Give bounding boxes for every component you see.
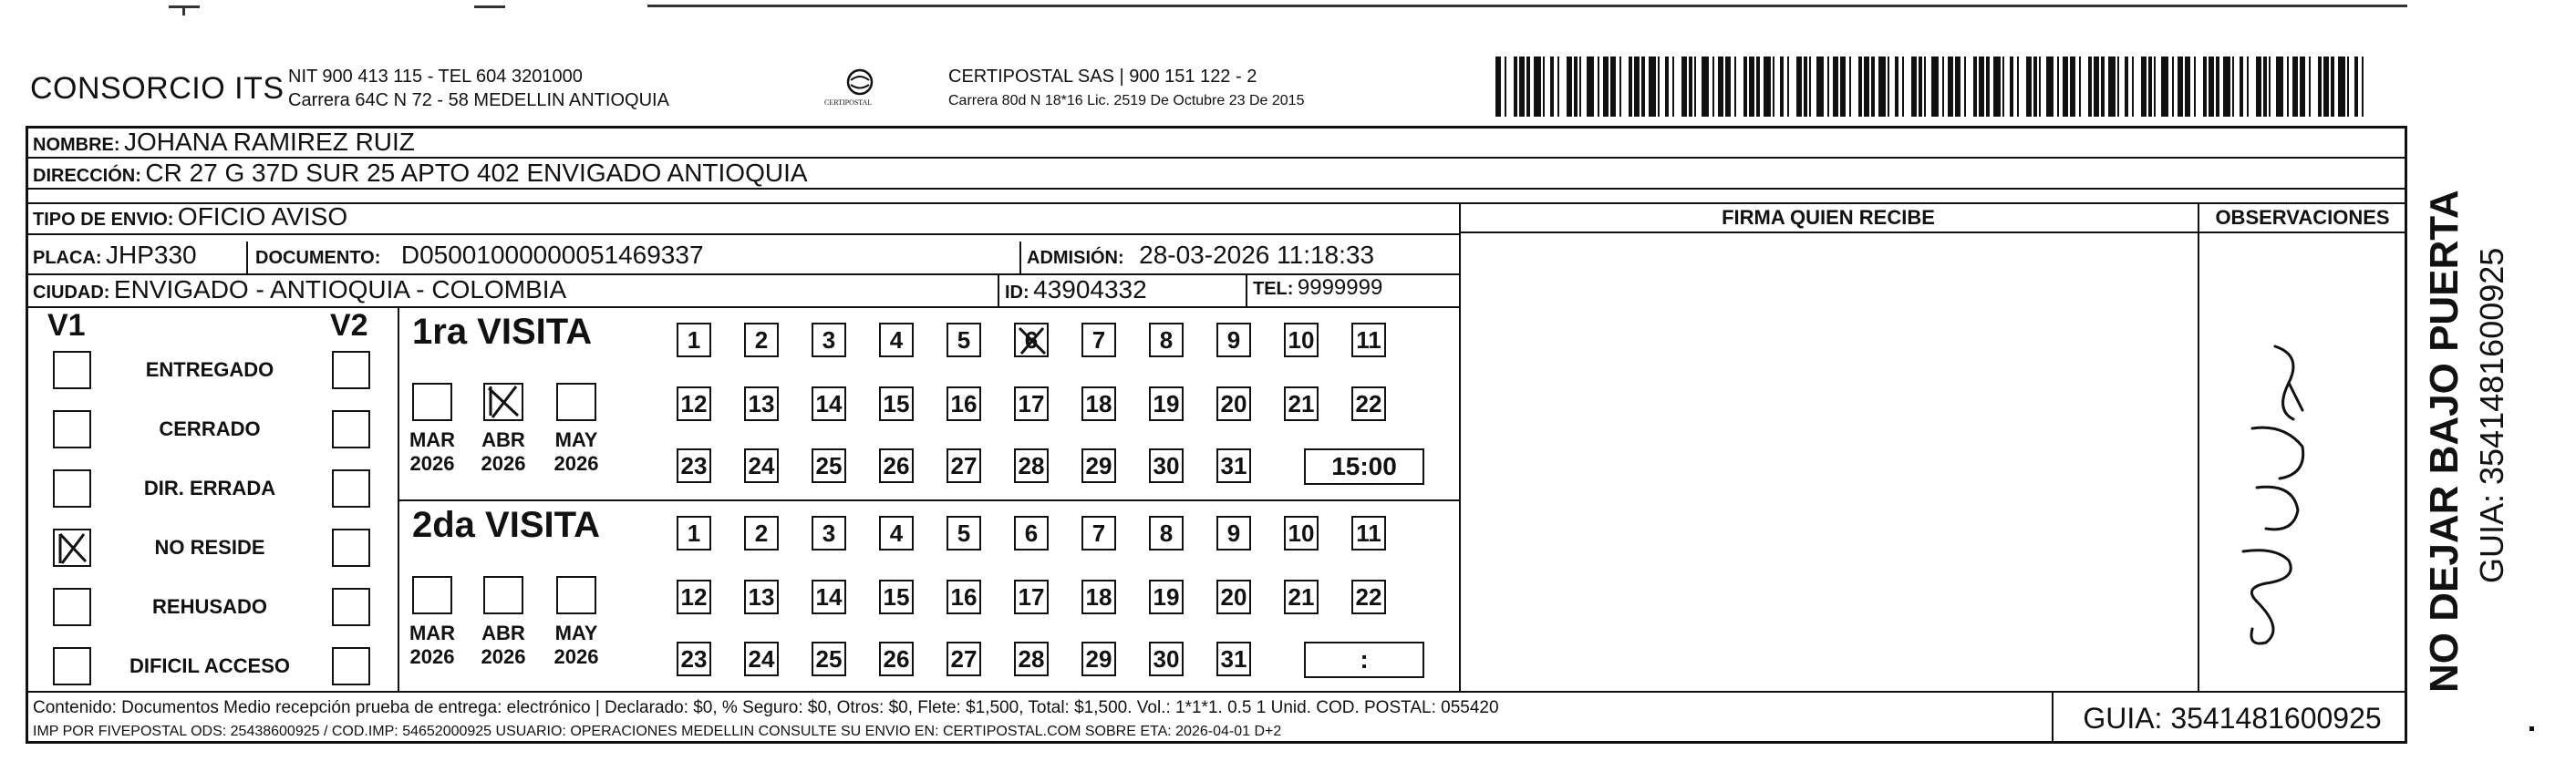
barcode-bar [1904,57,1911,117]
day-checkbox[interactable] [677,642,711,676]
barcode [1495,57,2380,117]
footer-guia: GUIA: 3541481600925 [2083,702,2382,735]
month-year: 2026 [409,645,455,668]
footer-line-1: Contenido: Documentos Medio recepción prueba de entrega: electrónico | Declarado: $0, % Seguro: $0, Otros: $0, Flete: $1,500, Total: $1,500. Vol.: 1*1*1. 0.5 1 Unid. COD. POSTAL: 055420 [33,698,1499,717]
month-name: MAR [409,428,456,451]
day-label: 17 [1018,582,1045,611]
day-checkbox[interactable] [1149,580,1184,614]
v2-header: V2 [330,308,368,343]
barcode-bar [1993,57,2001,117]
day-label: 1 [687,325,701,354]
visit-title: 1ra VISITA [412,312,593,352]
visit-title: 2da VISITA [412,505,600,545]
barcode-bar [1534,57,1541,117]
barcode-bar [2249,57,2256,117]
day-checkbox[interactable] [1216,323,1251,357]
placa-label: PLACA: [33,248,102,268]
day-label: 19 [1153,582,1180,611]
status-option-label: ENTREGADO [145,358,274,381]
nombre-label: NOMBRE: [33,135,120,155]
row-divider [26,233,1459,235]
admision-value: 28-03-2026 11:18:33 [1139,241,1375,269]
day-label: 4 [889,325,904,354]
month-label [405,622,460,669]
barcode-bar [1764,57,1771,117]
row-divider [26,202,2407,204]
day-label: 9 [1226,325,1241,354]
month-name: ABR [481,622,525,644]
day-checkbox[interactable] [947,323,981,357]
barcode-bar [1674,57,1681,117]
day-label: 8 [1159,325,1174,354]
day-label: 3 [822,325,836,354]
day-checkbox[interactable] [677,580,711,614]
month-year: 2026 [553,452,599,475]
day-checkbox[interactable] [1351,386,1386,421]
barcode-bar [2364,57,2371,117]
day-label: 15 [883,389,910,417]
barcode-bar [1816,57,1824,117]
day-label: 29 [1085,451,1112,479]
month-year: 2026 [481,645,526,668]
barcode-bar [2223,57,2230,117]
barcode-bar [1559,57,1567,117]
month-label [549,622,604,669]
day-label: 2 [754,325,769,354]
day-checkbox[interactable] [1081,448,1116,483]
day-label: 30 [1153,644,1180,673]
month-checkbox[interactable] [483,383,523,421]
day-checkbox[interactable] [812,323,846,357]
month-name: MAY [554,428,598,451]
day-checkbox[interactable] [812,642,846,676]
day-checkbox[interactable] [1081,642,1116,676]
day-label: 1 [687,519,701,547]
direccion-label: DIRECCIÓN: [33,166,141,186]
day-checkbox[interactable] [1351,580,1386,614]
day-label: 26 [883,451,910,479]
day-checkbox[interactable] [879,580,914,614]
day-checkbox[interactable] [1284,580,1319,614]
status-option-label: REHUSADO [152,595,267,618]
barcode-bar [1702,57,1709,117]
barcode-bar [2196,57,2203,117]
day-label: 23 [680,644,708,673]
time-value: : [1360,645,1369,674]
barcode-bar [1851,57,1858,117]
month-checkbox[interactable] [412,576,452,614]
day-label: 6 [1024,325,1039,354]
day-checkbox[interactable] [1149,448,1184,483]
day-checkbox[interactable] [677,448,711,483]
barcode-bar [2338,57,2345,117]
row-divider [26,188,2407,190]
day-label: 16 [950,389,978,417]
ciudad-value: ENVIGADO - ANTIOQUIA - COLOMBIA [113,275,567,304]
col-divider [2198,202,2199,691]
handwritten-signature [2202,328,2339,656]
tipo-envio-value: OFICIO AVISO [177,202,348,231]
day-checkbox[interactable] [947,516,981,550]
month-label [405,428,460,476]
barcode-bar [2019,57,2026,117]
time-field[interactable] [1304,642,1424,678]
day-label: 15 [883,582,910,611]
barcode-bar [1878,57,1886,117]
tel-row [1253,275,1382,301]
day-checkbox[interactable] [1351,516,1386,550]
day-label: 19 [1153,389,1180,417]
day-checkbox[interactable] [744,386,779,421]
barcode-bar [2081,57,2088,117]
day-label: 12 [680,582,708,611]
time-field[interactable] [1304,448,1424,485]
day-checkbox[interactable] [1081,386,1116,421]
day-checkbox[interactable] [1149,323,1184,357]
day-label: 26 [883,644,910,673]
status-option-label: DIR. ERRADA [143,477,276,499]
day-label: 13 [748,582,775,611]
day-label: 30 [1153,451,1180,479]
day-checkbox[interactable] [1284,386,1319,421]
day-checkbox[interactable] [1216,580,1251,614]
day-label: 4 [889,519,904,547]
v2-checkbox[interactable] [332,529,370,567]
warning-text: NO DEJAR BAJO PUERTA [2422,190,2467,693]
side-guia: GUIA: 3541481600925 [2473,247,2510,583]
month-checkbox[interactable] [483,576,523,614]
id-row [1005,275,1147,304]
firma-header: FIRMA QUIEN RECIBE [1722,206,1935,229]
scan-artifact [647,5,2407,7]
barcode-bar [2134,57,2141,117]
month-label [549,428,604,476]
scan-artifact [182,8,185,15]
v1-checkbox[interactable] [53,529,91,567]
day-label: 9 [1226,519,1241,547]
day-label: 13 [748,389,775,417]
direccion-value: CR 27 G 37D SUR 25 APTO 402 ENVIGADO ANTIOQUIA [145,159,808,187]
v1-checkbox[interactable] [53,351,91,389]
month-name: ABR [481,428,525,451]
barcode-bar [1649,57,1656,117]
month-checkbox[interactable] [556,383,596,421]
day-checkbox[interactable] [947,448,981,483]
barcode-bar [1966,57,1973,117]
ciudad-label: CIUDAD: [33,283,110,303]
day-checkbox[interactable] [677,386,711,421]
status-option-label: NO RESIDE [154,536,265,559]
row-divider [399,499,1459,501]
barcode-bar [2108,57,2116,117]
observaciones-header: OBSERVACIONES [2215,206,2390,229]
day-label: 20 [1220,582,1247,611]
day-label: 23 [680,451,708,479]
col-divider [2052,691,2054,744]
col-divider [998,273,999,306]
v2-checkbox[interactable] [332,351,370,389]
barcode-bar [1587,57,1594,117]
day-label: 17 [1018,389,1045,417]
admision-row [1027,241,1374,270]
barcode-bar [2276,57,2283,117]
day-checkbox[interactable] [1014,448,1049,483]
day-checkbox[interactable] [677,323,711,357]
placa-value: JHP330 [106,241,197,269]
day-check-mark-icon [1016,324,1049,364]
day-label: 28 [1018,644,1045,673]
barcode-bar [1506,57,1514,117]
day-label: 29 [1085,644,1112,673]
day-checkbox[interactable] [1014,516,1049,550]
day-label: 31 [1220,644,1247,673]
col-divider [398,306,399,691]
day-checkbox[interactable] [744,448,779,483]
col-divider [246,242,248,273]
day-checkbox[interactable] [947,386,981,421]
barcode-bar [2161,57,2168,117]
day-checkbox[interactable] [1149,516,1184,550]
day-checkbox[interactable] [879,448,914,483]
carrier-line-2: Carrera 80d N 18*16 Lic. 2519 De Octubre 23 De 2015 [948,93,1305,108]
month-name: MAY [554,622,598,644]
barcode-bar [1789,57,1796,117]
day-checkbox[interactable] [1284,323,1319,357]
day-label: 27 [950,451,978,479]
day-label: 10 [1288,519,1315,547]
month-label [476,622,531,669]
row-divider [26,306,1459,308]
day-label: 20 [1220,389,1247,417]
company-line-1: NIT 900 413 115 - TEL 604 3201000 [288,67,583,87]
nombre-value: JOHANA RAMIREZ RUIZ [124,128,415,156]
day-checkbox[interactable] [744,580,779,614]
month-year: 2026 [481,452,526,475]
id-label: ID: [1005,283,1029,303]
day-checkbox[interactable] [1014,580,1049,614]
day-checkbox[interactable] [1216,448,1251,483]
v2-checkbox[interactable] [332,469,370,508]
v2-checkbox[interactable] [332,410,370,448]
day-checkbox[interactable] [1351,323,1386,357]
day-label: 7 [1091,325,1106,354]
month-checkbox[interactable] [412,383,452,421]
v1-header: V1 [47,308,86,343]
day-label: 18 [1085,582,1112,611]
day-checkbox[interactable] [947,642,981,676]
day-checkbox[interactable] [1081,323,1116,357]
day-label: 22 [1355,389,1382,417]
day-label: 28 [1018,451,1045,479]
day-checkbox[interactable] [1149,386,1184,421]
documento-value: D05001000000051469337 [400,241,704,269]
placa-row [33,241,197,270]
tipo-envio-label: TIPO DE ENVIO: [33,210,174,230]
col-divider [1019,242,1021,273]
day-label: 5 [957,519,971,547]
day-checkbox[interactable] [744,642,779,676]
day-label: 24 [748,451,775,479]
day-checkbox[interactable] [1081,580,1116,614]
barcode-bar [2046,57,2054,117]
scan-dot [2529,726,2534,731]
day-label: 24 [748,644,775,673]
v2-checkbox[interactable] [332,588,370,626]
day-checkbox[interactable] [947,580,981,614]
row-divider [26,691,2407,693]
tel-label: TEL: [1253,279,1294,299]
v1-checkbox[interactable] [53,647,91,685]
v1-checkbox[interactable] [53,410,91,448]
day-label: 8 [1159,519,1174,547]
status-option-label: CERRADO [159,417,261,440]
day-checkbox[interactable] [1149,642,1184,676]
day-label: 31 [1220,451,1247,479]
day-checkbox[interactable] [879,642,914,676]
day-checkbox[interactable] [744,323,779,357]
documento-row [255,241,704,270]
day-label: 21 [1288,582,1315,611]
day-label: 11 [1356,519,1381,547]
day-label: 11 [1356,325,1381,354]
day-label: 21 [1288,389,1315,417]
barcode-bar [1931,57,1939,117]
day-checkbox[interactable] [1014,323,1049,357]
day-label: 16 [950,582,978,611]
day-checkbox[interactable] [1216,516,1251,550]
admision-label: ADMISIÓN: [1027,248,1124,268]
company-name: CONSORCIO ITS [30,71,284,106]
day-label: 22 [1355,582,1382,611]
day-checkbox[interactable] [677,516,711,550]
day-label: 10 [1288,325,1315,354]
barcode-bar [1736,57,1743,117]
time-value: 15:00 [1331,452,1397,480]
documento-label: DOCUMENTO: [255,248,381,268]
month-label [476,428,531,476]
day-label: 14 [815,582,843,611]
day-checkbox[interactable] [1081,516,1116,550]
day-checkbox[interactable] [812,448,846,483]
carrier-line-1: CERTIPOSTAL SAS | 900 151 122 - 2 [948,67,1257,87]
day-label: 25 [815,451,843,479]
ciudad-row [33,275,566,304]
v1-checkbox[interactable] [53,469,91,508]
day-label: 3 [822,519,836,547]
tel-value: 9999999 [1297,275,1383,300]
barcode-bar [2311,57,2318,117]
day-checkbox[interactable] [744,516,779,550]
scan-artifact [474,5,505,8]
address-row [33,159,808,188]
barcode-bar [1621,57,1629,117]
day-checkbox[interactable] [1014,386,1049,421]
day-label: 12 [680,389,708,417]
day-label: 7 [1091,519,1106,547]
status-option-label: DIFICIL ACCESO [129,654,290,677]
day-checkbox[interactable] [812,516,846,550]
month-checkbox[interactable] [556,576,596,614]
carrier-logo-caption: CERTIPOSTAL [824,98,873,107]
day-label: 25 [815,644,843,673]
day-checkbox[interactable] [812,386,846,421]
footer-line-2: IMP POR FIVEPOSTAL ODS: 25438600925 / COD.IMP: 54652000925 USUARIO: OPERACIONES MEDELLIN CONSULTE SU ENVIO EN: CERTIPOSTAL.COM SOBRE ETA: 2026-04-01 D+2 [33,724,1282,739]
day-label: 18 [1085,389,1112,417]
day-label: 27 [950,644,978,673]
tipo-envio-row [33,202,347,232]
month-name: MAR [409,622,456,644]
day-checkbox[interactable] [1216,642,1251,676]
day-checkbox[interactable] [1216,386,1251,421]
v1-checkbox[interactable] [53,588,91,626]
day-checkbox[interactable] [812,580,846,614]
col-divider [1246,273,1247,306]
month-year: 2026 [409,452,455,475]
day-label: 14 [815,389,843,417]
v2-checkbox[interactable] [332,647,370,685]
company-line-2: Carrera 64C N 72 - 58 MEDELLIN ANTIOQUIA [288,90,669,110]
day-checkbox[interactable] [1014,642,1049,676]
day-checkbox[interactable] [879,516,914,550]
day-checkbox[interactable] [879,323,914,357]
day-checkbox[interactable] [879,386,914,421]
signature-area[interactable] [1461,233,2196,689]
month-year: 2026 [553,645,599,668]
day-label: 6 [1024,519,1039,547]
day-label: 5 [957,325,971,354]
recipient-name-row [33,128,415,157]
day-checkbox[interactable] [1284,516,1319,550]
id-value: 43904332 [1033,275,1147,304]
day-label: 2 [754,519,769,547]
